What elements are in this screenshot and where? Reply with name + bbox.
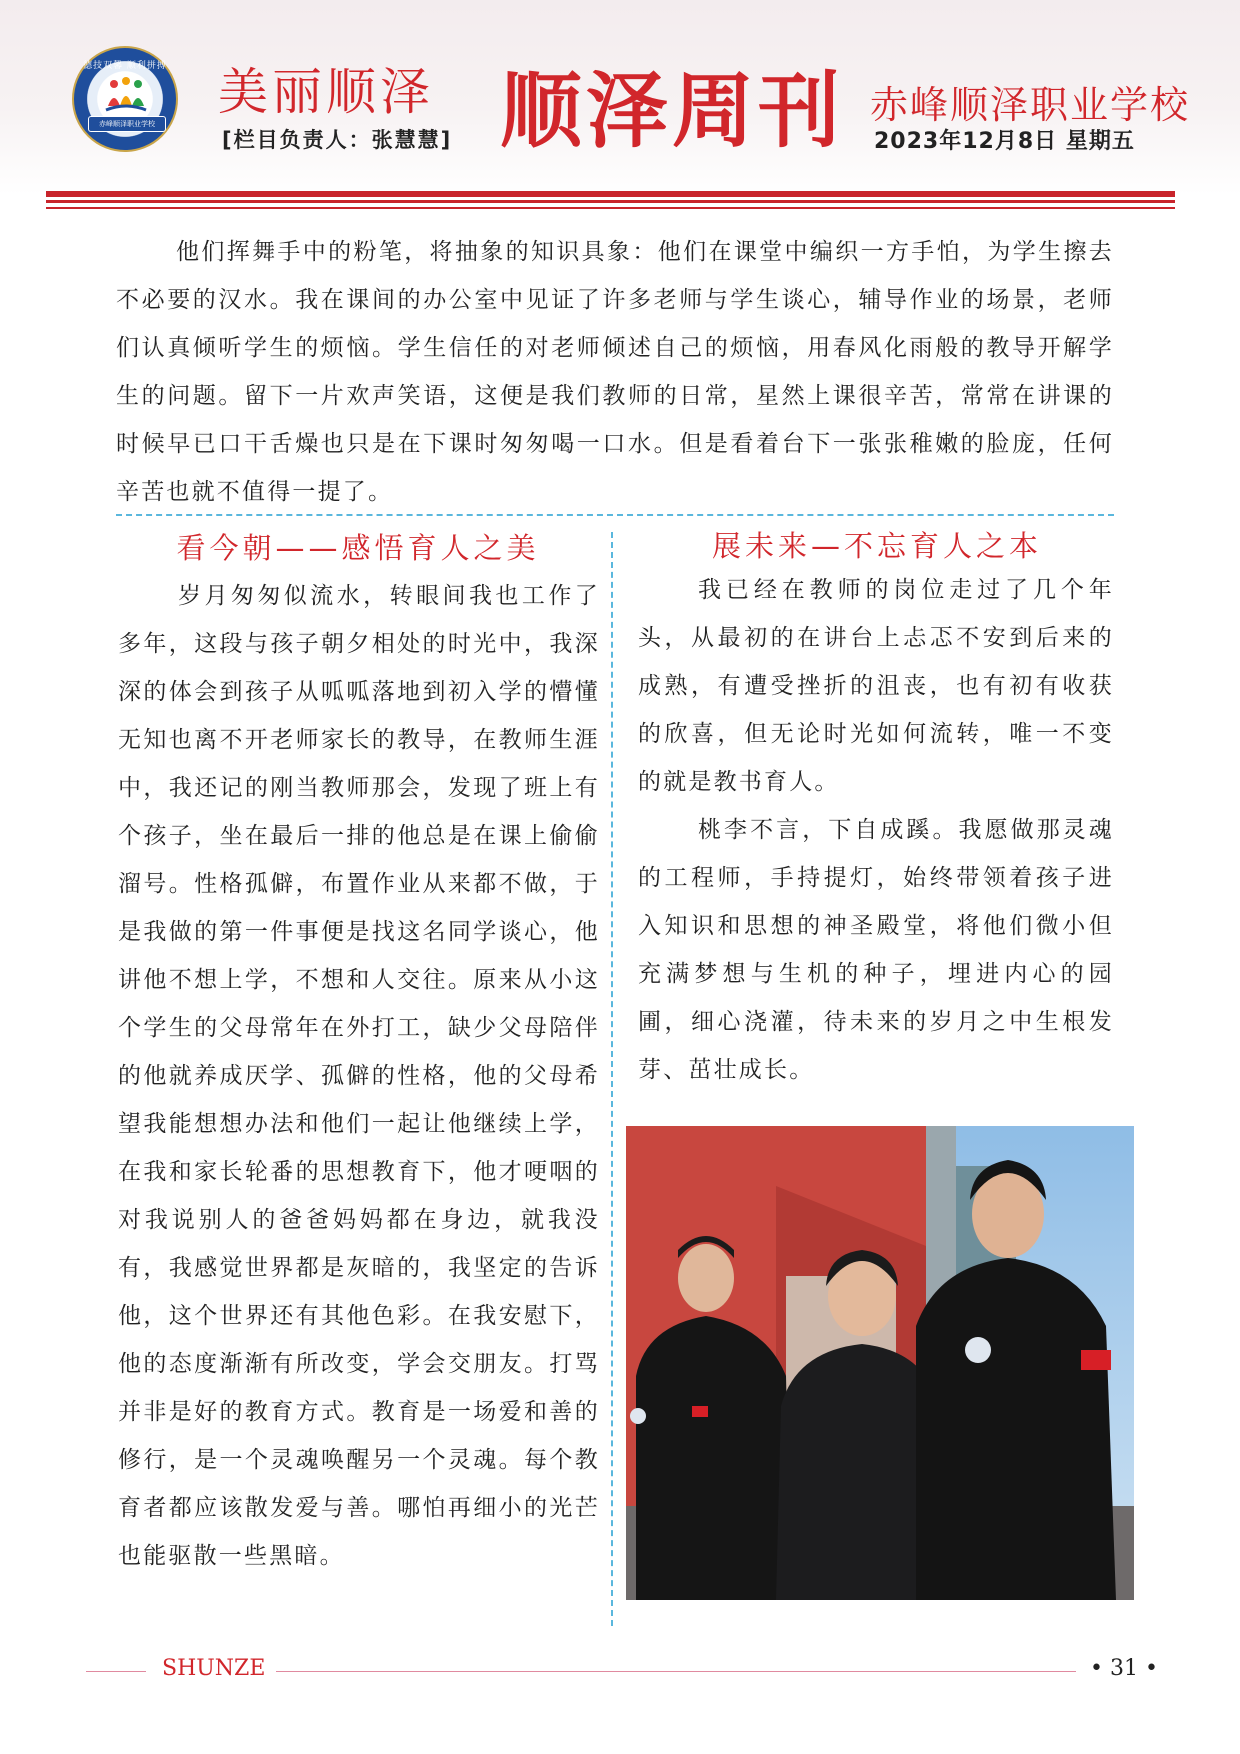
issue-date: 2023年12月8日 星期五 — [874, 129, 1135, 154]
logo-banner: 赤峰顺泽职业学校 — [88, 116, 166, 132]
intro-paragraph: 他们挥舞手中的粉笔，将抽象的知识具象：他们在课堂中编织一方手怕，为学生擦去不必要的汉水。我在课间的办公室中见证了许多老师与学生谈心，辅导作业的场景，老师们认真倾听学生的烦恼。学生信任的对老师倾述自己的烦恼，用春风化雨般的教导开解学生的问题。留下一片欢声笑语，这便是我们教师的日常，星然上课很辛苦，常常在讲课的时候早已口干舌燥也只是在下课时匆匆喝一口水。但是看着台下一张张稚嫩的脸庞，任何辛苦也就不值得一提了。 — [116, 239, 1114, 505]
page-number: • 31 • — [1090, 1656, 1158, 1681]
footer-brand: SHUNZE — [162, 1656, 266, 1681]
logo-people-icon — [104, 76, 148, 114]
column-editor: [栏目负责人：张慧慧] — [222, 128, 453, 152]
header-rule-thin-2 — [46, 207, 1175, 209]
horizontal-divider — [116, 514, 1114, 516]
school-logo — [72, 46, 178, 152]
footer-line-right — [276, 1671, 1076, 1672]
right-paragraph-1: 我已经在教师的岗位走过了几个年头，从最初的在讲台上忐忑不安到后来的成熟，有遭受挫折的沮丧，也有初有收获的欣喜，但无论时光如何流转，唯一不变的就是教书育人。 — [638, 577, 1114, 795]
column-title: 美丽顺泽 — [218, 63, 434, 121]
group-photo — [626, 1126, 1134, 1600]
group-photo-illustration — [626, 1126, 1134, 1600]
footer-line-left — [86, 1671, 146, 1672]
right-section-title: 展未来—不忘育人之本 — [711, 529, 1042, 563]
right-section-body — [638, 566, 1114, 1094]
magazine-title: 顺泽周刊 — [500, 64, 845, 159]
school-name: 赤峰顺泽职业学校 — [870, 83, 1191, 127]
header-rule-thin — [46, 200, 1175, 203]
left-section-body: 岁月匆匆似流水，转眼间我也工作了多年，这段与孩子朝夕相处的时光中，我深深的体会到孩子从呱呱落地到初入学的懵懂无知也离不开老师家长的教导，在教师生涯中，我还记的刚当教师那会，发现了班上有个孩子，坐在最后一排的他总是在课上偷偷溜号。性格孤僻，布置作业从来都不做，于是我做的第一件事便是找这名同学谈心，他讲他不想上学，不想和人交往。原来从小这个学生的父母常年在外打工，缺少父母陪伴的他就养成厌学、孤僻的性格，他的父母希望我能想想办法和他们一起让他继续上学，在我和家长轮番的思想教育下，他才哽咽的对我说别人的爸爸妈妈都在身边，就我没有，我感觉世界都是灰暗的，我坚定的告诉他，这个世界还有其他色彩。在我安慰下，他的态度渐渐有所改变，学会交朋友。打骂并非是好的教育方式。教育是一场爱和善的修行，是一个灵魂唤醒另一个灵魂。每个教育者都应该散发爱与善。哪怕再细小的光芒也能驱散一些黑暗。 — [118, 583, 600, 1569]
column-divider — [611, 532, 613, 1626]
left-section-title: 看今朝——感悟育人之美 — [176, 531, 540, 565]
header-rule-thick — [46, 191, 1175, 197]
right-paragraph-2: 桃李不言，下自成蹊。我愿做那灵魂的工程师，手持提灯，始终带领着孩子进入知识和思想的神圣殿堂，将他们微小但充满梦想与生机的种子，埋进内心的园圃，细心浇灌，待未来的岁月之中生根发芽、茁壮成长。 — [638, 817, 1114, 1083]
logo-ring-text: 德技双馨 顺利拼搏 — [83, 61, 167, 71]
